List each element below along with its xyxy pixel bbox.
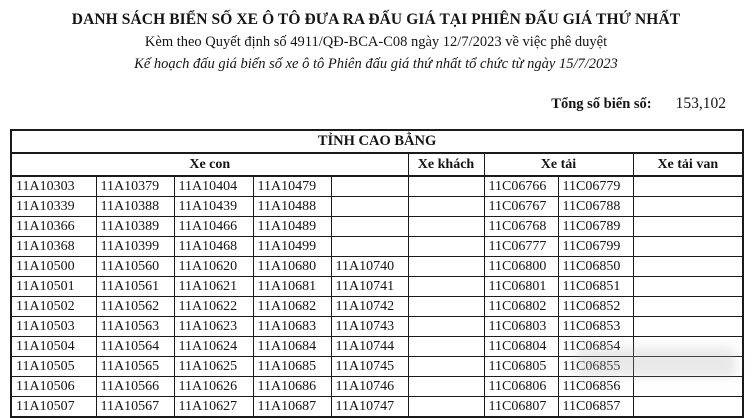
plate-cell: 11C06855 bbox=[558, 357, 633, 377]
table-row bbox=[11, 337, 743, 357]
empty-cell bbox=[633, 337, 743, 357]
plate-cell: 11A10620 bbox=[174, 257, 253, 277]
plate-cell: 11C06851 bbox=[558, 277, 633, 297]
table-row bbox=[11, 277, 743, 297]
plate-cell: 11A10368 bbox=[11, 237, 96, 257]
plate-cell: 11A10379 bbox=[96, 176, 174, 197]
empty-cell bbox=[331, 197, 408, 217]
plate-cell: 11C06853 bbox=[558, 317, 633, 337]
plate-cell: 11A10500 bbox=[11, 257, 96, 277]
empty-cell bbox=[633, 257, 743, 277]
plate-cell: 11A10682 bbox=[253, 297, 331, 317]
plate-cell: 11A10488 bbox=[253, 197, 331, 217]
column-group-xe-con: Xe con bbox=[11, 153, 408, 176]
plate-cell: 11A10626 bbox=[174, 377, 253, 397]
total-plates-value: 153,102 bbox=[675, 95, 726, 112]
plate-cell: 11C06800 bbox=[484, 257, 558, 277]
column-group-xe-tai-van: Xe tải van bbox=[633, 153, 743, 176]
plate-cell: 11A10742 bbox=[331, 297, 408, 317]
empty-cell bbox=[408, 176, 484, 197]
plate-cell: 11A10339 bbox=[11, 197, 96, 217]
plate-cell: 11C06806 bbox=[484, 377, 558, 397]
column-group-row bbox=[11, 153, 743, 176]
plate-cell: 11A10562 bbox=[96, 297, 174, 317]
empty-cell bbox=[408, 257, 484, 277]
plate-cell: 11C06789 bbox=[558, 217, 633, 237]
plate-cell: 11A10561 bbox=[96, 277, 174, 297]
plate-cell: 11A10743 bbox=[331, 317, 408, 337]
plate-cell: 11A10504 bbox=[11, 337, 96, 357]
total-plates-label: Tổng số biển số: bbox=[551, 96, 652, 112]
empty-cell bbox=[408, 317, 484, 337]
empty-cell bbox=[633, 217, 743, 237]
plate-cell: 11A10686 bbox=[253, 377, 331, 397]
empty-cell bbox=[408, 357, 484, 377]
plate-cell: 11A10389 bbox=[96, 217, 174, 237]
empty-cell bbox=[633, 277, 743, 297]
plate-cell: 11C06850 bbox=[558, 257, 633, 277]
plate-cell: 11A10560 bbox=[96, 257, 174, 277]
plate-table bbox=[10, 129, 744, 418]
plate-cell: 11C06852 bbox=[558, 297, 633, 317]
empty-cell bbox=[633, 317, 743, 337]
empty-cell bbox=[331, 176, 408, 197]
table-row bbox=[11, 197, 743, 217]
empty-cell bbox=[633, 377, 743, 397]
table-row bbox=[11, 357, 743, 377]
empty-cell bbox=[408, 197, 484, 217]
empty-cell bbox=[633, 237, 743, 257]
plate-cell: 11A10501 bbox=[11, 277, 96, 297]
plate-cell: 11C06768 bbox=[484, 217, 558, 237]
plate-cell: 11C06856 bbox=[558, 377, 633, 397]
plate-cell: 11C06777 bbox=[484, 237, 558, 257]
table-row bbox=[11, 317, 743, 337]
plate-cell: 11C06766 bbox=[484, 176, 558, 197]
empty-cell bbox=[331, 217, 408, 237]
plate-cell: 11A10683 bbox=[253, 317, 331, 337]
plate-cell: 11A10624 bbox=[174, 337, 253, 357]
plate-cell: 11A10625 bbox=[174, 357, 253, 377]
empty-cell bbox=[633, 357, 743, 377]
plate-cell: 11A10564 bbox=[96, 337, 174, 357]
plate-table-body bbox=[11, 176, 743, 417]
plate-cell: 11A10567 bbox=[96, 397, 174, 418]
plate-cell: 11A10747 bbox=[331, 397, 408, 418]
plate-cell: 11C06804 bbox=[484, 337, 558, 357]
plate-cell: 11A10740 bbox=[331, 257, 408, 277]
plate-cell: 11A10505 bbox=[11, 357, 96, 377]
plate-cell: 11A10621 bbox=[174, 277, 253, 297]
plate-cell: 11A10506 bbox=[11, 377, 96, 397]
empty-cell bbox=[633, 197, 743, 217]
plate-cell: 11A10681 bbox=[253, 277, 331, 297]
plate-cell: 11A10388 bbox=[96, 197, 174, 217]
plate-cell: 11A10744 bbox=[331, 337, 408, 357]
plate-cell: 11A10303 bbox=[11, 176, 96, 197]
plate-cell: 11A10366 bbox=[11, 217, 96, 237]
plate-cell: 11A10507 bbox=[11, 397, 96, 418]
plate-cell: 11C06857 bbox=[558, 397, 633, 418]
plate-cell: 11A10503 bbox=[11, 317, 96, 337]
plate-cell: 11A10566 bbox=[96, 377, 174, 397]
province-header-row bbox=[11, 130, 743, 153]
plate-cell: 11A10685 bbox=[253, 357, 331, 377]
column-group-xe-khach: Xe khách bbox=[408, 153, 484, 176]
plate-cell: 11A10489 bbox=[253, 217, 331, 237]
document-header bbox=[0, 0, 752, 73]
plate-cell: 11A10622 bbox=[174, 297, 253, 317]
document-subtitle: Kèm theo Quyết định số 4911/QĐ-BCA-C08 ngày 12/7/2023 về việc phê duyệt bbox=[144, 34, 608, 50]
table-row bbox=[11, 397, 743, 418]
plate-cell: 11C06801 bbox=[484, 277, 558, 297]
empty-cell bbox=[408, 217, 484, 237]
plate-cell: 11A10565 bbox=[96, 357, 174, 377]
table-row bbox=[11, 377, 743, 397]
table-row bbox=[11, 217, 743, 237]
province-header: TỈNH CAO BẰNG bbox=[11, 130, 743, 153]
table-row bbox=[11, 297, 743, 317]
plate-cell: 11C06854 bbox=[558, 337, 633, 357]
plate-cell: 11C06799 bbox=[558, 237, 633, 257]
plate-cell: 11A10466 bbox=[174, 217, 253, 237]
table-row bbox=[11, 237, 743, 257]
empty-cell bbox=[633, 176, 743, 197]
table-row bbox=[11, 176, 743, 197]
document-subtitle-italic: Kế hoạch đấu giá biển số xe ô tô Phiên đấu giá thứ nhất tổ chức từ ngày 15/7/2023 bbox=[134, 56, 618, 72]
table-row bbox=[11, 257, 743, 277]
plate-cell: 11C06767 bbox=[484, 197, 558, 217]
plate-cell: 11A10745 bbox=[331, 357, 408, 377]
empty-cell bbox=[331, 237, 408, 257]
plate-cell: 11A10680 bbox=[253, 257, 331, 277]
plate-cell: 11C06803 bbox=[484, 317, 558, 337]
plate-cell: 11A10468 bbox=[174, 237, 253, 257]
empty-cell bbox=[408, 237, 484, 257]
empty-cell bbox=[408, 377, 484, 397]
plate-cell: 11C06788 bbox=[558, 197, 633, 217]
empty-cell bbox=[633, 297, 743, 317]
plate-cell: 11A10502 bbox=[11, 297, 96, 317]
plate-cell: 11A10741 bbox=[331, 277, 408, 297]
plate-cell: 11C06807 bbox=[484, 397, 558, 418]
plate-cell: 11C06802 bbox=[484, 297, 558, 317]
plate-cell: 11C06779 bbox=[558, 176, 633, 197]
empty-cell bbox=[633, 397, 743, 418]
plate-cell: 11A10563 bbox=[96, 317, 174, 337]
plate-cell: 11A10684 bbox=[253, 337, 331, 357]
plate-cell: 11C06805 bbox=[484, 357, 558, 377]
column-group-xe-tai: Xe tải bbox=[484, 153, 633, 176]
plate-cell: 11A10399 bbox=[96, 237, 174, 257]
empty-cell bbox=[408, 397, 484, 418]
plate-cell: 11A10499 bbox=[253, 237, 331, 257]
plate-cell: 11A10746 bbox=[331, 377, 408, 397]
plate-cell: 11A10439 bbox=[174, 197, 253, 217]
plate-cell: 11A10687 bbox=[253, 397, 331, 418]
empty-cell bbox=[408, 297, 484, 317]
plate-cell: 11A10627 bbox=[174, 397, 253, 418]
plate-cell: 11A10404 bbox=[174, 176, 253, 197]
plate-cell: 11A10479 bbox=[253, 176, 331, 197]
total-plates-row bbox=[0, 95, 726, 113]
empty-cell bbox=[408, 337, 484, 357]
plate-cell: 11A10623 bbox=[174, 317, 253, 337]
document-title: DANH SÁCH BIỂN SỐ XE Ô TÔ ĐƯA RA ĐẤU GIÁ TẠI PHIÊN ĐẤU GIÁ THỨ NHẤT bbox=[71, 11, 681, 28]
empty-cell bbox=[408, 277, 484, 297]
